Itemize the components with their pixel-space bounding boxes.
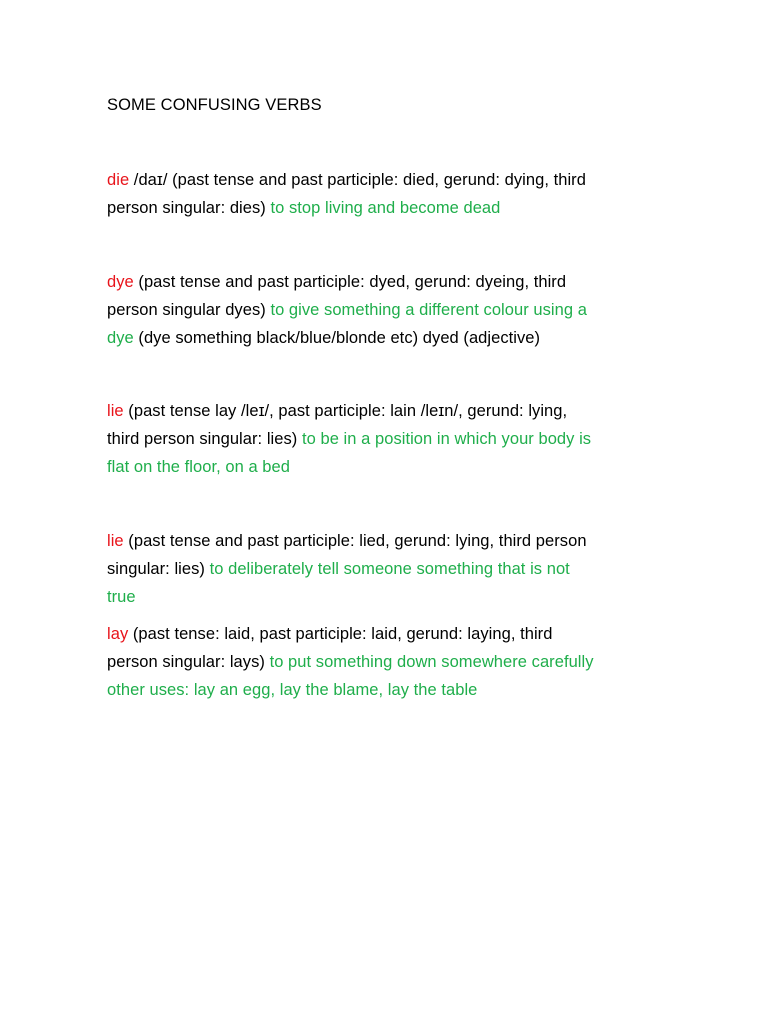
verb-definition: to put something down somewhere carefully <box>269 653 594 671</box>
verb-entry-die <box>107 166 667 222</box>
entry-line <box>107 166 667 194</box>
verb-definition: other uses: lay an egg, lay the blame, lay the table <box>107 681 478 699</box>
verb-word: lay <box>107 625 129 643</box>
verb-definition: flat on the floor, on a bed <box>107 458 290 476</box>
entry-line <box>107 453 667 481</box>
grammar-info: person singular: lays) <box>107 653 270 671</box>
verb-word: die <box>107 171 130 189</box>
usage-note: (dye something black/blue/blonde etc) dyed (adjective) <box>133 329 541 347</box>
grammar-info: third person singular: lies) <box>107 430 302 448</box>
grammar-info: person singular: dies) <box>107 199 271 217</box>
entry-line <box>107 324 667 352</box>
entry-line <box>107 676 667 704</box>
entry-line <box>107 268 667 296</box>
verb-word: lie <box>107 532 124 550</box>
verb-word: dye <box>107 273 134 291</box>
entry-line <box>107 425 667 453</box>
verb-entry-dye <box>107 268 667 352</box>
entry-line <box>107 194 667 222</box>
grammar-info: (past tense and past participle: lied, gerund: lying, third person <box>123 532 587 550</box>
grammar-info: (past tense and past participle: dyed, gerund: dyeing, third <box>133 273 567 291</box>
verb-definition: dye <box>107 329 134 347</box>
verb-definition: true <box>107 588 136 606</box>
grammar-info: person singular dyes) <box>107 301 271 319</box>
entry-line <box>107 620 667 648</box>
grammar-info: (past tense lay /leɪ/, past participle: lain /leɪn/, gerund: lying, <box>123 402 568 420</box>
verb-word: lie <box>107 402 124 420</box>
page-title: SOME CONFUSING VERBS <box>107 96 322 114</box>
entry-line <box>107 397 667 425</box>
entry-line <box>107 527 667 555</box>
verb-entry-lie-position <box>107 397 667 481</box>
verb-definition: to stop living and become dead <box>270 199 501 217</box>
verb-definition: to deliberately tell someone something that is not <box>209 560 570 578</box>
entry-line <box>107 296 667 324</box>
verb-entry-lay <box>107 620 667 704</box>
verb-definition: to be in a position in which your body is <box>301 430 592 448</box>
grammar-info: (past tense: laid, past participle: laid, gerund: laying, third <box>128 625 553 643</box>
grammar-info: /daɪ/ (past tense and past participle: died, gerund: dying, third <box>129 171 586 189</box>
entry-line <box>107 583 667 611</box>
entry-line <box>107 555 667 583</box>
grammar-info: singular: lies) <box>107 560 210 578</box>
verb-definition: to give something a different colour using a <box>270 301 587 319</box>
verb-entry-lie-untruth <box>107 527 667 611</box>
entry-line <box>107 648 667 676</box>
